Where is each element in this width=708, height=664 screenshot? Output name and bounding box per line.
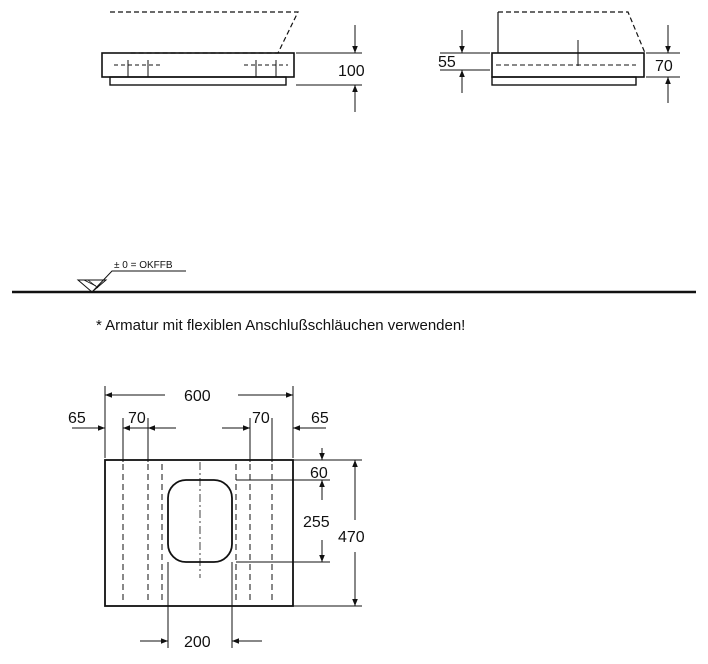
side-base [492,77,636,85]
side-bowl-outline [498,12,645,53]
floor-level-symbol [78,271,186,292]
plan-bowl-width-label: 200 [184,634,211,651]
front-bowl-outline [110,12,298,53]
front-elevation [102,12,365,112]
side-outer-label: 70 [655,58,673,75]
plan-left-pipe-label: 70 [128,410,146,427]
plan-top-dimension [236,448,362,480]
plan-top-label: 60 [310,465,328,482]
plan-right-offset-label: 65 [311,410,329,427]
front-height-label: 100 [338,63,365,80]
floor-level-label: ± 0 = OKFFB [114,260,173,271]
plan-hidden-lines [123,464,272,602]
plan-right-pipe-label: 70 [252,410,270,427]
front-pipe-marks [114,60,288,77]
side-inner-label: 55 [438,54,456,71]
plan-slab [105,460,293,606]
plan-depth-label: 470 [338,529,365,546]
plan-bowl-depth-label: 255 [303,514,330,531]
plan-width-label: 600 [184,388,211,405]
plan-left-pipe-dimension [148,418,176,462]
front-base [110,77,286,85]
plan-view [68,386,365,651]
floor-reference [12,260,696,292]
plan-left-offset-label: 65 [68,410,86,427]
side-elevation [438,12,680,103]
installation-note: * Armatur mit flexiblen Anschlußschläuchen verwenden! [96,317,466,334]
